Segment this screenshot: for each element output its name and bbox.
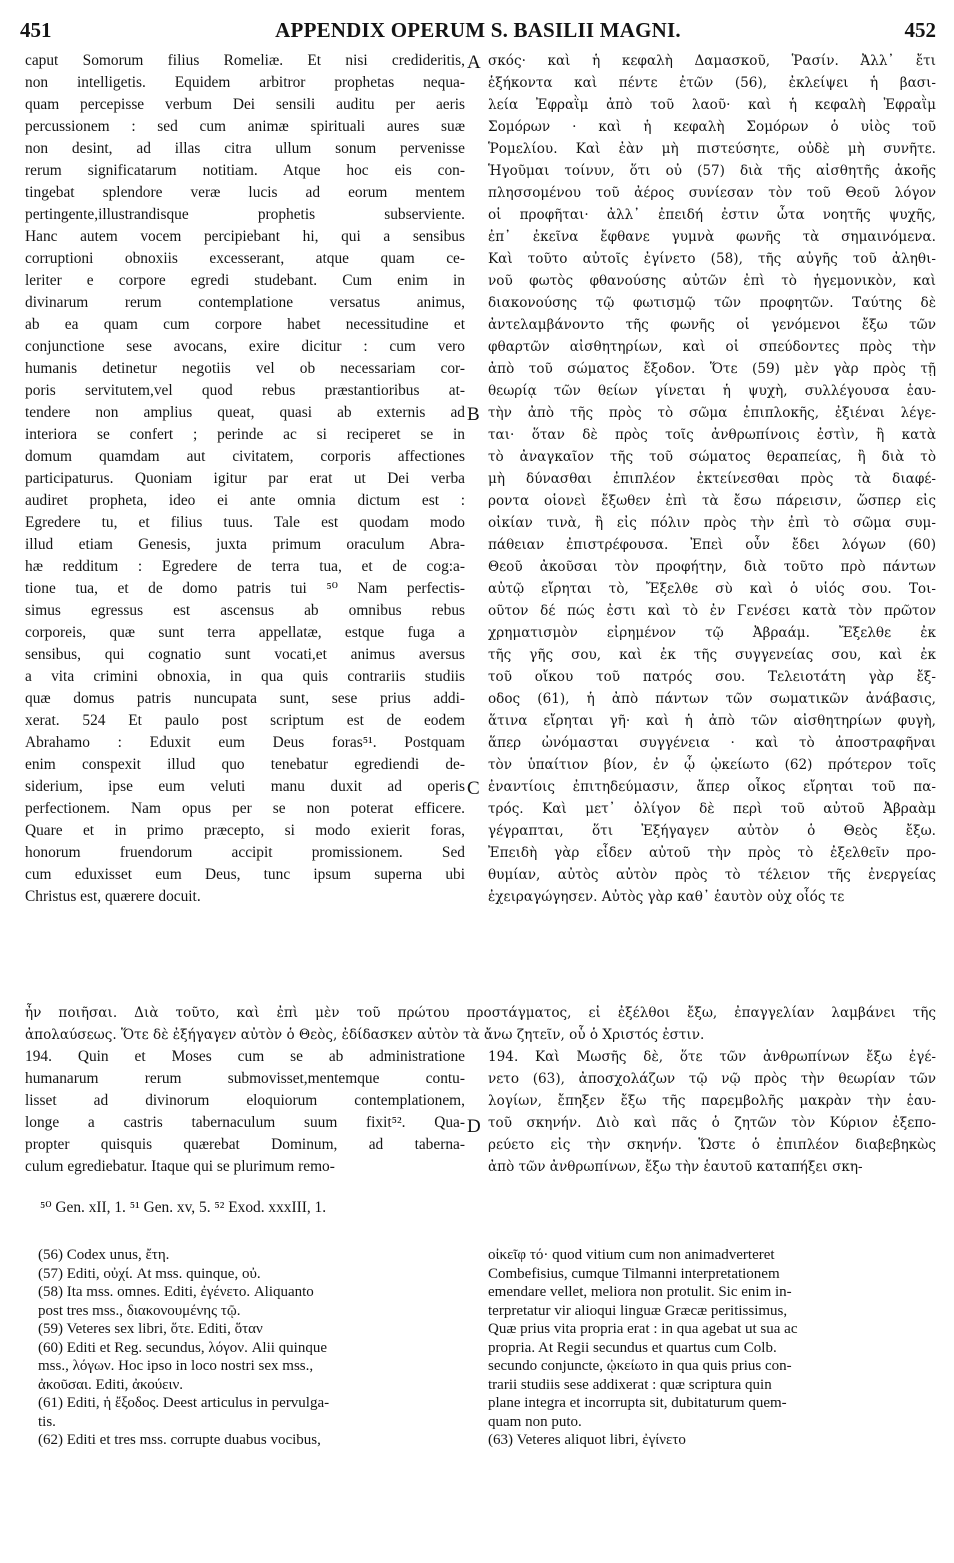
greek-text-line: αὐτῷ εἴρηται τὸ, Ἔξελθε σὺ καὶ ὁ υἱός σου. Τοι- [488, 581, 936, 597]
greek-text-line: νετο (63), ἀποσχολάζων τῷ νῷ πρὸς τὴν θεωρίαν τῶν [488, 1071, 936, 1087]
footnotes-right [488, 1246, 936, 1450]
latin-text-line: sensibus, qui cognatio sunt vocati,et animus aversus [25, 646, 465, 663]
greek-text-line: Ῥομελίου. Καὶ ἐὰν μὴ πιστεύσητε, οὐδὲ μὴ συνῆτε. [488, 141, 936, 157]
greek-text-line: ἑξήκοντα καὶ πέντε ἐτῶν (56), ἐκλείψει ἡ βασι- [488, 75, 936, 91]
greek-text-line: 194. Καὶ Μωσῆς δὲ, ὅτε τῶν ἀνθρωπίνων ἔξω ἐγέ- [488, 1049, 936, 1065]
greek-text-line: ἐπ᾽ ἐκεῖνα ἔφθανε γυμνὰ φωνῆς τὰ σημαινόμενα. [488, 229, 936, 245]
footnote-line: (63) Veteres aliquot libri, ἐγίνετο [488, 1432, 686, 1448]
latin-text-line: tendere non amplius queat, quasi ab externis ad [25, 404, 465, 421]
footnote-line: ἀκοῦσαι. Editi, ἀκούειν. [38, 1376, 184, 1393]
footnote-line: οἰκεῖφ τό· quod vitium cum non animadverteret [488, 1247, 775, 1263]
page-title: APPENDIX OPERUM S. BASILII MAGNI. [275, 18, 681, 42]
greek-text-line: οῦτον δέ πώς ἐστι καὶ τὸ ἐν Γενέσει κατὰ τὸν πρῶτον [488, 603, 936, 619]
latin-text-column-section-194 [25, 1046, 465, 1178]
footnote-line: mss., λόγων. Hoc ipso in loco nostri sex mss., [38, 1358, 314, 1374]
greek-text-line: Καὶ τοῦτο αὐτοῖς ἐγίνετο (58), τῆς αὐγῆς τοῦ ἀληθι- [488, 251, 936, 267]
footnote-line: propria. At Regii secundus et quartus cum Colb. [488, 1339, 777, 1356]
latin-text-line: interiora se confert ; perinde ac si reciperet se in [25, 426, 465, 443]
greek-text-line: τὸ ἀναγκαῖον τῆς τοῦ σώματος θεραπείας, ἢ διὰ τὸ [488, 449, 936, 465]
greek-text-line: οἰκίαν τινὰ, ἢ εἰς πόλιν πρὸς τὴν ἐπὶ τὸ σῶμα συμ- [488, 515, 936, 531]
greek-text-line: διακονούσης τῷ φωτισμῷ τῶν προφητῶν. Ταύτης δὲ [488, 295, 936, 311]
greek-text-column [488, 50, 936, 908]
latin-text-line: siderium, ipse eum veluti manu duxit ad operis [25, 778, 465, 795]
greek-text-line: Ἐπειδὴ γὰρ εἶδεν αὐτοῦ τὴν πρὸς τὸ ἐξελθεῖν προ- [488, 845, 936, 861]
footnote-line: emendare vellet, meliora non protulit. Sic enim in- [488, 1284, 792, 1300]
latin-text-line: conjunctione sese avocans, exire dicitur : cum vero [25, 338, 465, 355]
greek-text-line: Ἡγοῦμαι τοίνυν, ὅτι οὐ (57) διὰ τῆς αἰσθητῆς ἀκοῆς [488, 163, 936, 179]
latin-text-line: xerat. 524 Et paulo post scriptum est de eodem [25, 712, 465, 729]
latin-text-line: longe a castris tabernaculum suum fixit⁵². Qua- [25, 1114, 465, 1131]
margin-marker-a: A [467, 52, 481, 73]
greek-text-line: ἀπὸ τοῦ σώματος ἔξοδον. Ὅτε (59) μὲν γὰρ πρὸς τῇ [488, 361, 936, 377]
latin-text-line: divinarum rerum contemplatione versatus animus, [25, 294, 465, 311]
greek-text-line: ἀπὸ τῶν ἀνθρωπίνων, ἔξω τὴν ἑαυτοῦ καταπήξει σκη- [488, 1159, 863, 1175]
latin-text-line: Hanc autem vocem percipiebant hi, qui a sensibus [25, 228, 465, 245]
footnote-line: terpretatur vir alioqui linguæ Græcæ peritissimus, [488, 1302, 788, 1319]
latin-text-line: simus egressus est ascensus ab omnibus rebus [25, 602, 465, 619]
footnote-line: secundo conjuncte, ᾠκείωτο in qua quis prius con- [488, 1358, 792, 1374]
greek-text-line: λεία Ἐφραῒμ ἀπὸ τοῦ λαοῦ· καὶ ἡ κεφαλὴ Ἐφραῒμ [488, 97, 936, 113]
greek-text-line: Σομόρων · καὶ ἡ κεφαλὴ Σομόρων ὁ υἱὸς τοῦ [488, 119, 936, 135]
latin-text-line: participaturus. Quoniam igitur par erat ut Dei verba [25, 470, 465, 487]
greek-text-line: νοῦ φωτὸς φθανούσης αὐτῶν ἐπὶ τὸ ἡγεμονικὸν, καὶ [488, 273, 936, 289]
greek-text-line: ἅτινα εἴρηται γῆ· καὶ ἡ ἀπὸ τῶν αἰσθητηρίων φυγὴ, [488, 713, 936, 729]
latin-text-line: illud etiam Genesis, juxta primum oraculum Abra- [25, 536, 465, 553]
footnote-line: Combefisius, cumque Tilmanni interpretationem [488, 1265, 780, 1282]
margin-marker-d: D [467, 1116, 481, 1137]
latin-text-line: Abrahamo : Eduxit eum Deus foras⁵¹. Postquam [25, 734, 465, 751]
greek-text-column-section-194 [488, 1046, 936, 1178]
greek-text-line: πάθειαν ἐπιστρέφουσα. Ἐπεὶ οὖν ἔδει λόγων (60) [488, 537, 936, 553]
margin-marker-b: B [467, 404, 480, 425]
latin-text-column [25, 50, 465, 908]
latin-text-line: lisset ad divinorum eloquiorum contemplationem, [25, 1092, 465, 1109]
latin-text-line: pertingente,illustrandisque prophetis subserviente. [25, 206, 465, 223]
greek-text-line: θεωρίᾳ τῶν θείων γίνεται ἡ ψυχὴ, συλλέγουσα ἑαυ- [488, 383, 936, 399]
latin-text-line: rerum significatarum notitiam. Atque hoc eis con- [25, 162, 465, 179]
greek-text-line: τρός. Καὶ μετ᾽ ὀλίγον δὲ περὶ τοῦ αὐτοῦ Ἀβραὰμ [488, 801, 936, 817]
latin-text-line: non intelligetis. Equidem arbitror prophetas nequa- [25, 74, 465, 91]
greek-text-line: ἀντελαμβάνοντο τῆς φωνῆς οἱ γενόμενοι ἔξω τῶν [488, 317, 936, 333]
footnote-line: (57) Editi, οὐχί. At mss. quinque, οὐ. [38, 1265, 261, 1282]
latin-text-line: honorum fruendorum accipit promissionem. Sed [25, 844, 465, 861]
footnote-line: (59) Veteres sex libri, ὅτε. Editi, ὅταν [38, 1321, 263, 1337]
footnote-line: Quæ prius vita propria erat : in qua agebat ut sua ac [488, 1321, 798, 1337]
footnote-line: (62) Editi et tres mss. corrupte duabus vocibus, [38, 1432, 321, 1448]
footnote-line: tis. [38, 1413, 56, 1430]
footnotes-left [38, 1246, 468, 1450]
latin-text-line: enim conspexit illud quo tenebatur egrediendi de- [25, 756, 465, 773]
latin-text-line: quam percepisse verbum Dei sensili auditu per aeris [25, 96, 465, 113]
latin-text-line: ab ea quam cum corpore habet necessitudine et [25, 316, 465, 333]
greek-text-line: ἐχειραγώγησεν. Αὐτὸς γὰρ καθ᾽ ἑαυτὸν οὐχ οἷός τε [488, 889, 845, 905]
greek-text-line: σκός· καὶ ἡ κεφαλὴ Δαμασκοῦ, Ῥασίν. Ἀλλ᾽ ἔτι [488, 53, 936, 69]
footnote-line: (60) Editi et Reg. secundus, λόγον. Alii quinque [38, 1339, 327, 1356]
footnote-line: plane integra et incorrupta sit, dubitaturum quem- [488, 1395, 787, 1411]
greek-text-line: πλησσομένου τοῦ ἀέρος συνίεσαν τὸν τοῦ Θεοῦ λόγον [488, 185, 936, 201]
latin-text-line: poris servitutem,vel quod rebus præstantioribus at- [25, 382, 465, 399]
page-number-right: 452 [904, 18, 936, 42]
greek-text-line: ἐναντίοις ἐπιτηδεύμασιν, ἅπερ οἶκος εἴρηται τοῦ πα- [488, 779, 936, 795]
latin-text-line: hæ redditum : Egredere de terra tua, et de cog:a- [25, 558, 465, 575]
footnote-line: (58) Ita mss. omnes. Editi, ἐγένετο. Aliquanto [38, 1284, 314, 1300]
latin-text-line: percussionem : sed cum animæ spirituali aures suæ [25, 118, 465, 135]
footnote-line: (56) Codex unus, ἔτη. [38, 1247, 170, 1263]
footnote-line: post tres mss., διακονουμένης τῷ. [38, 1302, 241, 1319]
latin-text-line: tione tua, et de domo patris tui ⁵⁰ Nam perfectis- [25, 580, 465, 597]
latin-text-line: quæ domus patris nuncupata sunt, sese prius addi- [25, 690, 465, 707]
footnote-line: (61) Editi, ἡ ἔξοδος. Deest articulus in pervulga- [38, 1395, 330, 1411]
greek-text-line: τοῦ οἴκου τοῦ πατρός σου. Τελειοτάτη γὰρ ἔξ- [488, 669, 936, 685]
latin-text-line: tingebat splendore veræ lucis ad eorum mentem [25, 184, 465, 201]
greek-text-line: ρεύετο εἰς τὴν σκηνήν. Ὥστε ὁ ἐπιπλέον διαβεβηκὼς [488, 1137, 936, 1153]
latin-text-line: audiret propheta, ideo ei ante omnia dictum est : [25, 492, 465, 509]
greek-text-line: οδος (61), ἡ ἀπὸ πάντων τῶν σωματικῶν ἀνάβασις, [488, 691, 936, 707]
footnote-line: trarii studiis sese addixerat : quæ scriptura quin [488, 1376, 772, 1393]
greek-text-line: τὸν ὑπαίτιον βίον, ἐν ᾧ ᾠκείωτο (62) πρότερον τοῖς [488, 757, 936, 773]
greek-text-line: θυμίαν, αὐτὸς αὐτὸν πρὸς τὸ τέλειον τῆς ἐνεργείας [488, 867, 936, 883]
greek-text-line: μὴ δύνασθαι ἐπιπλέον ἐκτείνεσθαι πρὸς τὰ διαφέ- [488, 471, 936, 487]
latin-text-line: perfectionem. Nam opus per se non poterat efficere. [25, 800, 465, 817]
biblical-references: ⁵⁰ Gen. xII, 1. ⁵¹ Gen. xv, 5. ⁵² Exod. xxxIII, 1. [40, 1199, 327, 1216]
latin-text-line: Christus est, quærere docuit. [25, 888, 201, 905]
margin-marker-c: C [467, 778, 480, 799]
footnote-line: quam non puto. [488, 1413, 582, 1430]
greek-text-line: ἅπερ ὠνόμασται συγγένεια · καὶ τὸ ἀποστραφῆναι [488, 735, 936, 751]
greek-text-line: οἱ προφῆται· ἀλλ᾽ ἐπειδή ἐστιν ὦτα νοητῆς ψυχῆς, [488, 207, 936, 223]
latin-text-line: Egredere tu, et filius tuus. Tale est quodam modo [25, 514, 465, 531]
latin-text-line: leriter e corpore egredi studebant. Cum enim in [25, 272, 465, 289]
greek-text-line: γέγραπται, ὅτι Ἐξήγαγεν αὐτὸν ὁ Θεὸς ἔξω. [488, 823, 936, 839]
latin-text-line: caput Somorum filius Romeliæ. Et nisi credideritis, [25, 52, 465, 69]
greek-text-line: ται· ὅταν δὲ πρὸς τοῖς ἀνθρωπίνοις ἐστὶν, ἢ κατὰ [488, 427, 936, 443]
greek-text-line: Θεοῦ ἀκοῦσαι τὸν προφήτην, διὰ τοῦτο πρὸ πάντων [488, 559, 936, 575]
latin-text-line: domum quamdam aut civitatem, corporis affectiones [25, 448, 465, 465]
page-number-left: 451 [20, 18, 52, 42]
latin-text-line: Quare et in primo præcepto, si modo exierit foras, [25, 822, 465, 839]
greek-text-line: ἦν ποιῆσαι. Διὰ τοῦτο, καὶ ἐπὶ μὲν τοῦ πρώτου προστάγματος, εἰ ἐξέλθοι ἔξω, ἐπαγγελίαν λαμβάνει τῆς [25, 1005, 936, 1021]
greek-text-line: λογίων, ἔπηξεν ἔξω τῆς παρεμβολῆς μακρὰν τὴν ἑαυ- [488, 1093, 936, 1109]
greek-text-line: χρηματισμὸν εἰρημένον τῷ Ἀβραάμ. Ἔξελθε ἐκ [488, 625, 936, 641]
latin-text-line: corruptioni obnoxiis excesserant, atque quam ce- [25, 250, 465, 267]
greek-text-line: ροντα οἱονεὶ ἔξωθεν ἐπὶ τὰ ἔσω πάρεισιν, ὥσπερ εἰς [488, 493, 936, 509]
greek-text-line: τοῦ σκηνήν. Διὸ καὶ πᾶς ὁ ζητῶν τὸν Κύριον ἐξεπο- [488, 1115, 936, 1131]
greek-text-line: τὴν ἀπὸ τῆς πρὸς τὸ σῶμα ἐπιπλοκῆς, ἐξιέναι λέγε- [488, 405, 936, 421]
greek-text-line: τῆς γῆς σου, καὶ ἐκ τῆς συγγενείας σου, καὶ ἐκ [488, 647, 936, 663]
latin-text-line: non desint, ad illas citra ullum sonum pervenisse [25, 140, 465, 157]
latin-text-line: culum egrediebatur. Itaque qui se plurimum remo- [25, 1158, 335, 1175]
running-header [20, 18, 936, 42]
latin-text-line: corporeis, quæ sunt terra appellatæ, estque fuga a [25, 624, 465, 641]
latin-text-line: propter quisquis quærebat Dominum, ad taberna- [25, 1136, 465, 1153]
latin-text-line: cum eduxisset eum Deus, tunc ipsum superna ubi [25, 866, 465, 883]
full-width-greek-passage [25, 1002, 936, 1046]
latin-text-line: humanarum rerum submovisset,mentemque contu- [25, 1070, 465, 1087]
greek-text-line: ἀπολαύσεως. Ὅτε δὲ ἐξήγαγεν αὐτὸν ὁ Θεὸς, ἐδίδασκεν αὐτὸν τὰ ἄνω ζητεῖν, οὗ ὁ Χριστός ἐστιν. [25, 1027, 705, 1043]
latin-text-line: humanis detinetur negotiis vel ob necessariam cor- [25, 360, 465, 377]
latin-text-line: 194. Quin et Moses cum se ab administratione [25, 1048, 465, 1065]
greek-text-line: φθαρτῶν αἰσθητηρίων, καὶ οἱ σπεύδοντες πρὸς τὴν [488, 339, 936, 355]
latin-text-line: a vita crimini obnoxia, in qua quis contrariis studiis [25, 668, 465, 685]
